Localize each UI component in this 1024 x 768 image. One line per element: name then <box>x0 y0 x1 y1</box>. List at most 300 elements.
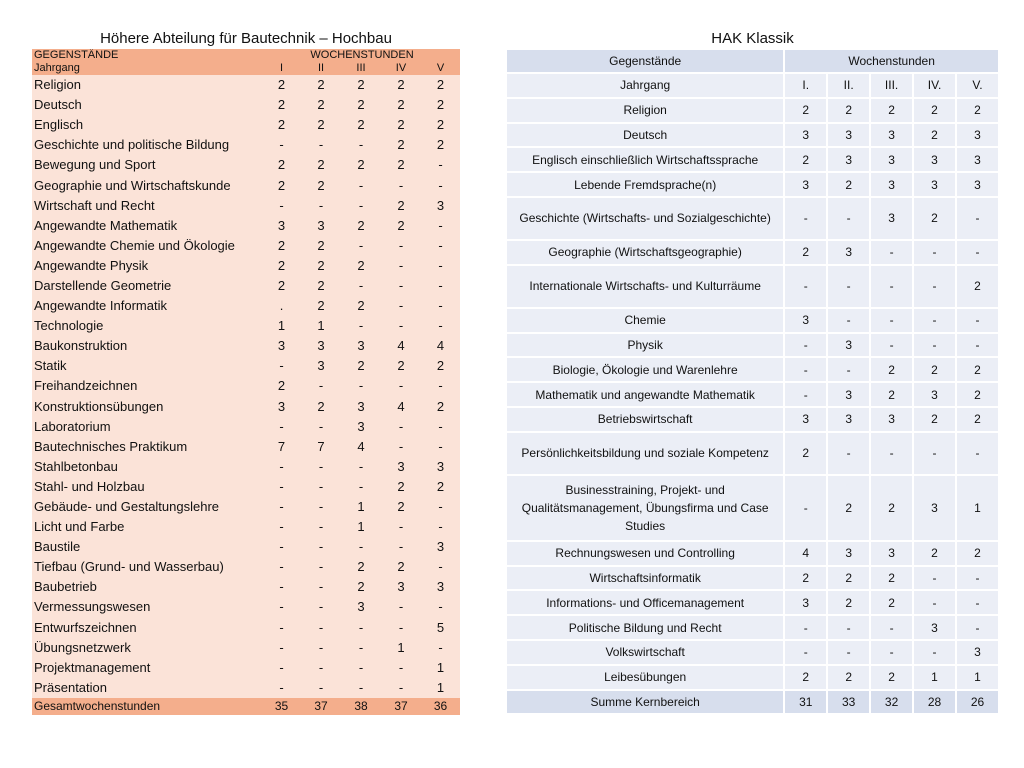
hours-cell: 2 <box>397 77 405 93</box>
table-row <box>32 597 460 617</box>
hours-cell: 2 <box>871 591 912 614</box>
hours-cell: 3 <box>357 338 365 354</box>
table-row <box>32 376 460 396</box>
subjects-header: GEGENSTÄNDE <box>32 49 262 62</box>
hours-cell: - <box>828 198 869 239</box>
hours-cell: - <box>914 334 955 357</box>
hours-cell: 2 <box>957 99 998 122</box>
subject-name: Konstruktionsübungen <box>34 398 164 414</box>
weekly-hours-header: Wochenstunden <box>785 50 998 72</box>
hours-cell: - <box>914 266 955 307</box>
hours-cell: - <box>438 599 443 615</box>
subject-name: Informations- und Officemanagement <box>507 591 783 614</box>
hours-cell: 2 <box>397 117 405 133</box>
total-cell: 32 <box>871 691 912 714</box>
hours-cell: 2 <box>871 383 912 406</box>
year-header: V. <box>957 74 998 97</box>
hours-cell: - <box>398 679 404 695</box>
table-row <box>507 591 998 614</box>
subject-name: Bautechnisches Praktikum <box>34 438 188 454</box>
hours-cell: 2 <box>957 358 998 381</box>
total-cell: 31 <box>785 691 826 714</box>
subject-name: Wirtschaft und Recht <box>34 197 155 213</box>
subject-name: Physik <box>507 334 783 357</box>
hours-cell: - <box>914 433 955 474</box>
hours-cell: 2 <box>436 77 445 93</box>
hours-cell: - <box>279 579 284 595</box>
hours-cell: 2 <box>277 277 286 293</box>
hours-cell: - <box>438 157 443 173</box>
table-row <box>507 124 998 147</box>
hours-cell: 3 <box>914 383 955 406</box>
subject-name: Baukonstruktion <box>34 338 128 354</box>
hours-cell: 2 <box>317 157 325 173</box>
hours-cell: 2 <box>871 567 912 590</box>
hours-cell: - <box>914 567 955 590</box>
hours-cell: - <box>279 418 284 434</box>
hours-cell: 2 <box>436 117 445 133</box>
hours-cell: - <box>318 639 324 655</box>
subject-name: Mathematik und angewandte Mathematik <box>507 383 783 406</box>
table-row <box>32 95 460 115</box>
hours-cell: 2 <box>357 217 365 233</box>
hours-cell: - <box>279 358 284 374</box>
hours-cell: 4 <box>397 338 405 354</box>
hours-cell: 3 <box>871 198 912 239</box>
hours-cell: - <box>871 266 912 307</box>
hours-cell: - <box>358 197 364 213</box>
hours-cell: 3 <box>277 398 286 414</box>
hours-cell: 2 <box>914 99 955 122</box>
hours-cell: 2 <box>317 398 325 414</box>
total-cell: 26 <box>957 691 998 714</box>
table-row <box>32 477 460 497</box>
hours-cell: - <box>438 217 443 233</box>
table-row <box>32 155 460 175</box>
hours-cell: 3 <box>277 338 286 354</box>
hours-cell: - <box>279 639 284 655</box>
hours-cell: - <box>914 309 955 332</box>
table-row <box>507 198 998 239</box>
hours-cell: - <box>318 519 324 535</box>
hours-cell: - <box>438 639 443 655</box>
subject-name: Laboratorium <box>34 418 111 434</box>
hours-cell: 3 <box>957 641 998 664</box>
hours-cell: 3 <box>317 338 325 354</box>
hours-cell: - <box>358 478 364 494</box>
hours-cell: - <box>279 197 284 213</box>
table-row <box>507 383 998 406</box>
subject-name: Geographie (Wirtschaftsgeographie) <box>507 241 783 264</box>
table-row <box>32 75 460 95</box>
hours-cell: 3 <box>871 542 912 565</box>
subject-name: Licht und Farbe <box>34 519 125 535</box>
hours-cell: 2 <box>785 148 826 171</box>
hours-cell: 3 <box>277 217 286 233</box>
hours-cell: 2 <box>436 358 445 374</box>
hours-cell: - <box>398 519 404 535</box>
year-header: IV. <box>914 74 955 97</box>
table-row <box>32 276 460 296</box>
hours-cell: 1 <box>317 318 325 334</box>
hours-cell: 3 <box>914 173 955 196</box>
hours-cell: 2 <box>957 542 998 565</box>
table-row <box>32 457 460 477</box>
total-cell: 37 <box>381 698 421 715</box>
hours-cell: - <box>828 433 869 474</box>
hours-cell: - <box>957 334 998 357</box>
hours-cell: 2 <box>871 476 912 540</box>
subject-name: Angewandte Chemie und Ökologie <box>34 237 235 253</box>
hours-cell: 2 <box>277 237 286 253</box>
hours-cell: - <box>438 378 443 394</box>
bautechnik-curriculum-table <box>32 49 460 715</box>
subjects-header: Gegenstände <box>507 50 783 72</box>
hours-cell: - <box>279 478 284 494</box>
subject-name: Betriebswirtschaft <box>507 408 783 431</box>
hours-cell: 2 <box>914 408 955 431</box>
hours-cell: - <box>358 137 364 153</box>
subject-name: Vermessungswesen <box>34 599 151 615</box>
hours-cell: 2 <box>357 358 365 374</box>
hours-cell: 2 <box>397 358 405 374</box>
hours-cell: - <box>957 198 998 239</box>
hours-cell: - <box>358 679 364 695</box>
hours-cell: - <box>828 358 869 381</box>
hours-cell: 2 <box>277 97 286 113</box>
hours-cell: 3 <box>436 197 445 213</box>
hours-cell: 2 <box>785 99 826 122</box>
hours-cell: - <box>914 591 955 614</box>
hours-cell: - <box>318 679 324 695</box>
hours-cell: - <box>871 433 912 474</box>
table-row <box>32 517 460 537</box>
year-header: II. <box>828 74 869 97</box>
total-row <box>32 698 460 715</box>
subject-name: Englisch <box>34 117 84 133</box>
hours-cell: - <box>358 458 364 474</box>
hours-cell: - <box>318 197 324 213</box>
subject-name: Rechnungswesen und Controlling <box>507 542 783 565</box>
hours-cell: - <box>358 237 364 253</box>
table-row <box>507 241 998 264</box>
hours-cell: 2 <box>785 433 826 474</box>
table-row <box>32 216 460 236</box>
total-label: Summe Kernbereich <box>507 691 783 714</box>
hours-cell: - <box>398 277 404 293</box>
hours-cell: - <box>957 616 998 639</box>
hours-cell: - <box>914 641 955 664</box>
hak-curriculum-table <box>505 48 1000 715</box>
total-cell: 28 <box>914 691 955 714</box>
hours-cell: - <box>398 237 404 253</box>
table-row <box>32 557 460 577</box>
hours-cell: 2 <box>277 257 286 273</box>
hours-cell: - <box>785 641 826 664</box>
table-row <box>32 296 460 316</box>
hours-cell: - <box>398 438 404 454</box>
hours-cell: 2 <box>828 99 869 122</box>
hours-cell: - <box>828 266 869 307</box>
hours-cell: 5 <box>436 619 445 635</box>
hours-cell: 3 <box>785 124 826 147</box>
hours-cell: 2 <box>871 99 912 122</box>
hours-cell: 7 <box>317 438 325 454</box>
hours-cell: 2 <box>828 666 869 689</box>
hours-cell: - <box>398 298 404 314</box>
subject-name: Religion <box>34 77 81 93</box>
weekly-hours-header: WOCHENSTUNDEN <box>262 49 460 62</box>
hours-cell: - <box>398 539 404 555</box>
total-cell: 37 <box>301 698 341 715</box>
table-row <box>507 476 998 540</box>
hours-cell: 1 <box>397 639 405 655</box>
subject-name: Freihandzeichnen <box>34 378 138 394</box>
hours-cell: 2 <box>357 117 365 133</box>
hours-cell: - <box>318 559 324 575</box>
hours-cell: - <box>438 177 443 193</box>
hours-cell: 3 <box>785 309 826 332</box>
hours-cell: 2 <box>357 77 365 93</box>
hours-cell: - <box>279 679 284 695</box>
subject-name: Entwurfszeichnen <box>34 619 137 635</box>
hours-cell: - <box>398 619 404 635</box>
hours-cell: 3 <box>957 173 998 196</box>
hours-cell: 2 <box>828 173 869 196</box>
hours-cell: 3 <box>828 408 869 431</box>
table-row <box>507 641 998 664</box>
hours-cell: - <box>279 559 284 575</box>
hours-cell: 4 <box>357 438 365 454</box>
hours-cell: 2 <box>277 157 286 173</box>
hours-cell: 2 <box>397 478 405 494</box>
hours-cell: 3 <box>317 217 325 233</box>
hours-cell: - <box>785 266 826 307</box>
hours-cell: 4 <box>785 542 826 565</box>
table-row <box>507 408 998 431</box>
total-row <box>507 691 998 714</box>
subject-name: Businesstraining, Projekt- und Qualitätsmanagement, Übungsfirma und Case Studies <box>507 476 783 540</box>
subject-name: Angewandte Informatik <box>34 298 167 314</box>
hours-cell: - <box>398 378 404 394</box>
table-row <box>32 256 460 276</box>
hours-cell: - <box>318 378 324 394</box>
hours-cell: 2 <box>397 97 405 113</box>
subject-name: Geographie und Wirtschaftskunde <box>34 177 231 193</box>
table-row <box>32 537 460 557</box>
year-header: V <box>421 62 460 75</box>
hours-cell: 2 <box>785 666 826 689</box>
subject-name: Technologie <box>34 318 104 334</box>
table-row <box>32 115 460 135</box>
hours-cell: 2 <box>871 666 912 689</box>
hours-cell: 2 <box>436 97 445 113</box>
hours-cell: - <box>358 639 364 655</box>
subject-name: Leibesübungen <box>507 666 783 689</box>
hours-cell: 3 <box>785 408 826 431</box>
hours-cell: - <box>871 334 912 357</box>
hours-cell: 3 <box>436 579 445 595</box>
hours-cell: - <box>438 277 443 293</box>
hours-cell: 3 <box>785 173 826 196</box>
hours-cell: 2 <box>357 97 365 113</box>
header-row <box>32 49 460 62</box>
hours-cell: 3 <box>317 358 325 374</box>
year-row <box>32 62 460 75</box>
hours-cell: 3 <box>828 148 869 171</box>
hours-cell: - <box>871 309 912 332</box>
hours-cell: - <box>398 599 404 615</box>
hours-cell: 3 <box>828 124 869 147</box>
subject-name: Politische Bildung und Recht <box>507 616 783 639</box>
hours-cell: 3 <box>871 148 912 171</box>
table-row <box>32 437 460 457</box>
hours-cell: - <box>828 641 869 664</box>
subject-name: Baustile <box>34 539 81 555</box>
hours-cell: 4 <box>436 338 445 354</box>
hours-cell: - <box>957 309 998 332</box>
hours-cell: 2 <box>957 408 998 431</box>
hours-cell: 2 <box>397 217 405 233</box>
hours-cell: 1 <box>357 519 365 535</box>
hours-cell: - <box>871 641 912 664</box>
hours-cell: 3 <box>871 408 912 431</box>
subject-name: Chemie <box>507 309 783 332</box>
hours-cell: 2 <box>317 257 325 273</box>
hours-cell: 2 <box>828 591 869 614</box>
hours-cell: - <box>279 499 284 515</box>
table-row <box>507 173 998 196</box>
total-cell: 36 <box>421 698 460 715</box>
hours-cell: - <box>318 458 324 474</box>
hours-cell: - <box>785 383 826 406</box>
hours-cell: - <box>438 559 443 575</box>
hours-cell: - <box>318 659 324 675</box>
hours-cell: - <box>318 418 324 434</box>
hours-cell: 1 <box>277 318 286 334</box>
hours-cell: 2 <box>317 77 325 93</box>
hours-cell: - <box>358 177 364 193</box>
hours-cell: 3 <box>828 383 869 406</box>
subject-name: Deutsch <box>507 124 783 147</box>
hours-cell: 2 <box>357 579 365 595</box>
hours-cell: 3 <box>828 241 869 264</box>
subject-name: Persönlichkeitsbildung und soziale Kompetenz <box>507 433 783 474</box>
table-row <box>32 618 460 638</box>
hours-cell: - <box>279 519 284 535</box>
hours-cell: 3 <box>914 148 955 171</box>
hours-cell: 2 <box>317 97 325 113</box>
table-row <box>32 196 460 216</box>
table-row <box>32 397 460 417</box>
table-row <box>32 658 460 678</box>
year-header: IV <box>381 62 421 75</box>
hours-cell: 1 <box>914 666 955 689</box>
hours-cell: - <box>358 619 364 635</box>
hours-cell: 4 <box>397 398 405 414</box>
subject-name: Lebende Fremdsprache(n) <box>507 173 783 196</box>
left-table-title: Höhere Abteilung für Bautechnik – Hochbau <box>100 30 392 47</box>
table-row <box>32 638 460 658</box>
hours-cell: - <box>318 137 324 153</box>
hours-cell: 3 <box>357 599 365 615</box>
year-label: Jahrgang <box>507 74 783 97</box>
hours-cell: - <box>785 476 826 540</box>
total-label: Gesamtwochenstunden <box>32 698 262 715</box>
table-row <box>32 356 460 376</box>
hours-cell: - <box>318 499 324 515</box>
hours-cell: - <box>438 318 443 334</box>
table-row <box>507 567 998 590</box>
hours-cell: 2 <box>277 77 286 93</box>
hours-cell: 3 <box>357 398 365 414</box>
subject-name: Biologie, Ökologie und Warenlehre <box>507 358 783 381</box>
total-cell: 33 <box>828 691 869 714</box>
table-row <box>507 542 998 565</box>
hours-cell: - <box>318 539 324 555</box>
subject-name: Religion <box>507 99 783 122</box>
subject-name: Baubetrieb <box>34 579 97 595</box>
hours-cell: 2 <box>357 257 365 273</box>
hours-cell: - <box>871 241 912 264</box>
subject-name: Angewandte Physik <box>34 257 149 273</box>
subject-name: Gebäude- und Gestaltungslehre <box>34 499 220 515</box>
hours-cell: 3 <box>397 579 405 595</box>
year-header: I. <box>785 74 826 97</box>
hours-cell: - <box>438 499 443 515</box>
hours-cell: - <box>279 137 284 153</box>
hours-cell: 2 <box>957 383 998 406</box>
subject-name: Stahl- und Holzbau <box>34 478 145 494</box>
hours-cell: - <box>957 241 998 264</box>
hours-cell: - <box>914 241 955 264</box>
hours-cell: 3 <box>871 124 912 147</box>
hours-cell: - <box>785 616 826 639</box>
hours-cell: - <box>318 599 324 615</box>
subject-name: Stahlbetonbau <box>34 458 118 474</box>
subject-name: Geschichte (Wirtschafts- und Sozialgeschichte) <box>507 198 783 239</box>
hours-cell: - <box>957 433 998 474</box>
hours-cell: - <box>957 567 998 590</box>
hours-cell: - <box>828 309 869 332</box>
hours-cell: - <box>398 659 404 675</box>
hours-cell: - <box>279 659 284 675</box>
hours-cell: - <box>398 257 404 273</box>
hours-cell: 3 <box>828 334 869 357</box>
hours-cell: 2 <box>317 298 325 314</box>
table-row <box>32 236 460 256</box>
subject-name: Projektmanagement <box>34 659 151 675</box>
hours-cell: - <box>398 177 404 193</box>
hours-cell: 2 <box>317 237 325 253</box>
hours-cell: - <box>785 334 826 357</box>
subject-name: Volkswirtschaft <box>507 641 783 664</box>
hours-cell: 2 <box>436 398 445 414</box>
hours-cell: 2 <box>436 478 445 494</box>
subject-name: Darstellende Geometrie <box>34 277 172 293</box>
subject-name: Bewegung und Sport <box>34 157 156 173</box>
year-header: III <box>341 62 381 75</box>
hours-cell: 2 <box>397 197 405 213</box>
hours-cell: 1 <box>357 499 365 515</box>
hours-cell: - <box>438 519 443 535</box>
table-row <box>507 334 998 357</box>
hours-cell: - <box>358 277 364 293</box>
hours-cell: 3 <box>436 539 445 555</box>
hours-cell: 1 <box>436 679 445 695</box>
subject-name: Statik <box>34 358 67 374</box>
year-header: I <box>262 62 301 75</box>
